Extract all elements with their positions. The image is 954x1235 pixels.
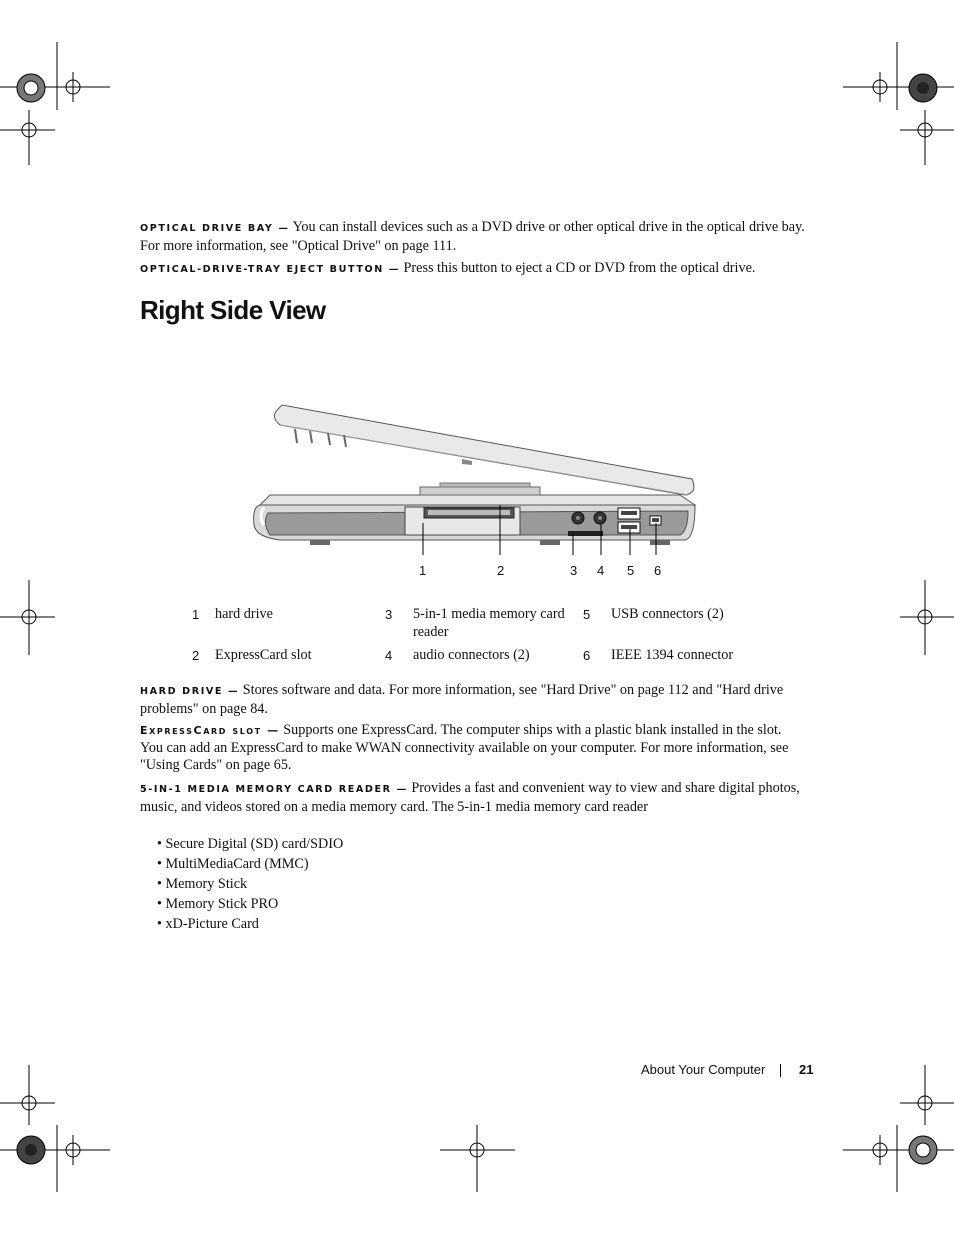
footer-divider <box>780 1064 781 1077</box>
list-item-text: Secure Digital (SD) card/SDIO <box>165 836 344 852</box>
term-media-reader: 5-IN-1 MEDIA MEMORY CARD READER — <box>140 784 408 795</box>
card-format-list <box>157 834 343 934</box>
legend-label-expresscard: ExpressCard slot <box>215 647 312 663</box>
term-expresscard: ExpressCard slot — <box>140 724 280 737</box>
media-reader-text-1: Provides a fast and convenient way to view and share digital photos, <box>411 780 800 796</box>
callout-3: 3 <box>570 563 578 578</box>
page-number: 21 <box>799 1062 814 1077</box>
callout-5: 5 <box>627 563 635 578</box>
list-item: • xD-Picture Card <box>157 916 259 932</box>
callout-1: 1 <box>419 563 427 578</box>
expresscard-paragraph <box>140 722 830 775</box>
legend-num-4: 4 <box>385 648 393 663</box>
list-item-text: MultiMediaCard (MMC) <box>165 856 309 872</box>
optical-drive-bay-text: You can install devices such as a DVD drive or other optical drive in the optical drive bay. <box>292 219 805 235</box>
legend-label-usb: USB connectors (2) <box>611 606 724 622</box>
optical-eject-paragraph <box>140 260 820 279</box>
media-reader-text-2: music, and videos stored on a media memory card. The 5-in-1 media memory card reader <box>140 798 648 815</box>
legend-label-media-reader-line-1: 5-in-1 media memory card <box>413 606 565 622</box>
list-item: • Memory Stick PRO <box>157 896 279 912</box>
legend-num-2: 2 <box>192 648 200 663</box>
legend-label-audio: audio connectors (2) <box>413 647 530 663</box>
expresscard-text-3: "Using Cards" on page 65. <box>140 757 292 773</box>
list-item-text: Memory Stick PRO <box>165 896 279 912</box>
optical-drive-bay-text-2: For more information, see "Optical Drive" on page 111. <box>140 237 457 254</box>
footer-section-name: About Your Computer <box>641 1062 766 1077</box>
callout-4: 4 <box>597 563 605 578</box>
section-title: Right Side View <box>140 295 326 325</box>
list-item: • Secure Digital (SD) card/SDIO <box>157 836 344 852</box>
term-hard-drive: HARD DRIVE — <box>140 686 240 697</box>
legend-label-ieee1394: IEEE 1394 connector <box>611 647 734 663</box>
laptop-right-side-illustration <box>240 395 710 555</box>
optical-drive-bay-paragraph <box>140 219 820 255</box>
legend-num-3: 3 <box>385 607 393 622</box>
list-item: • Memory Stick <box>157 876 248 892</box>
list-item: • MultiMediaCard (MMC) <box>157 856 309 872</box>
callout-2: 2 <box>497 563 505 578</box>
expresscard-text-2: You can add an ExpressCard to make WWAN connectivity available on your computer. For more information, see <box>140 739 789 756</box>
callout-6: 6 <box>654 563 662 578</box>
term-optical-eject: OPTICAL-DRIVE-TRAY EJECT BUTTON — <box>140 264 400 275</box>
media-reader-paragraph <box>140 780 830 816</box>
legend-num-5: 5 <box>583 607 591 622</box>
hard-drive-text-1: Stores software and data. For more information, see "Hard Drive" on page 112 and "Hard drive <box>242 682 784 698</box>
list-item-text: xD-Picture Card <box>165 916 259 932</box>
hard-drive-paragraph <box>140 682 820 718</box>
legend-label-media-reader <box>413 605 565 641</box>
expresscard-text-1: Supports one ExpressCard. The computer ships with a plastic blank installed in the slot. <box>283 722 782 738</box>
legend-label-hard-drive: hard drive <box>215 606 273 622</box>
legend-num-1: 1 <box>192 607 200 622</box>
list-item-text: Memory Stick <box>165 876 248 892</box>
optical-eject-text: Press this button to eject a CD or DVD from the optical drive. <box>403 260 756 276</box>
legend-num-6: 6 <box>583 648 591 663</box>
term-optical-drive-bay: OPTICAL DRIVE BAY — <box>140 223 290 234</box>
legend-label-media-reader-line-2: reader <box>413 624 449 640</box>
hard-drive-text-2: problems" on page 84. <box>140 700 268 717</box>
